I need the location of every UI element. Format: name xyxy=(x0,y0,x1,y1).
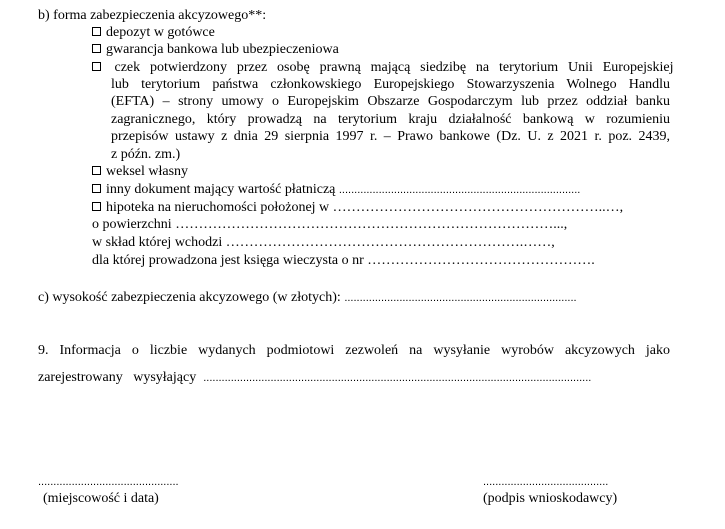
option-check-line-5: przepisów ustawy z dnia 29 sierpnia 1997 r. – Prawo bankowe (Dz. U. z 2021 r. poz. 2439, xyxy=(111,129,670,144)
signature-left-fill[interactable]: .............................................. xyxy=(38,476,179,488)
composition-row xyxy=(92,234,555,251)
composition-label: w skład której wchodzi xyxy=(92,235,223,250)
section-c-row xyxy=(38,289,577,307)
option-promissory-note-label: weksel własny xyxy=(106,164,189,179)
checkbox-other-document[interactable] xyxy=(92,184,101,193)
section-b-title: b) forma zabezpieczenia akcyzowego**: xyxy=(38,8,267,23)
option-check-line-4: zagranicznego, który prowadzą na terytorium kraju działalność bankową w rozumieniu xyxy=(111,112,670,127)
checkbox-check[interactable] xyxy=(92,62,101,71)
option-other-document[interactable] xyxy=(92,181,580,199)
section-c-fill[interactable]: ............................................................................ xyxy=(344,292,577,304)
composition-fill[interactable]: ……………………………………………………….……, xyxy=(225,235,555,250)
option-check[interactable] xyxy=(92,59,674,76)
option-deposit-label: depozyt w gotówce xyxy=(106,25,215,40)
option-promissory-note[interactable] xyxy=(92,163,188,180)
checkbox-deposit[interactable] xyxy=(92,27,101,36)
area-label: o powierzchni xyxy=(92,217,172,232)
option-mortgage[interactable] xyxy=(92,199,623,216)
option-check-line-2: lub terytorium państwa członkowskiego Europejskiego Stowarzyszenia Wolnego Handlu xyxy=(111,77,670,92)
signature-right-label: (podpis wnioskodawcy) xyxy=(483,491,618,506)
area-fill[interactable]: ………………………………………………………………………..., xyxy=(175,217,568,232)
section-c-label: c) wysokość zabezpieczenia akcyzowego (w złotych): xyxy=(38,290,341,305)
section-9-line-1: 9. Informacja o liczbie wydanych podmiotowi zezwoleń na wysyłanie wyrobów akcyzowych jako xyxy=(38,343,670,358)
option-check-line-3: (EFTA) – strony umowy o Europejskim Obszarze Gospodarczym lub przez oddział banku xyxy=(111,94,670,109)
checkbox-guarantee[interactable] xyxy=(92,44,101,53)
option-check-line-1: czek potwierdzony przez osobę prawną mającą siedzibę na terytorium Unii Europejskiej xyxy=(114,60,674,75)
checkbox-mortgage[interactable] xyxy=(92,202,101,211)
option-other-document-label: inny dokument mający wartość płatniczą xyxy=(106,182,336,197)
mortgage-fill[interactable]: …………………………………………………..…, xyxy=(332,200,624,215)
area-row xyxy=(92,216,567,233)
other-document-fill[interactable]: ............................................................................... xyxy=(338,184,581,196)
section-9-row-2 xyxy=(38,369,591,387)
option-mortgage-label: hipoteka na nieruchomości położonej w xyxy=(106,200,330,215)
option-check-line-6: z późn. zm.) xyxy=(111,147,181,162)
register-label: dla której prowadzona jest księga wieczysta o nr xyxy=(92,253,364,268)
section-9-fill[interactable]: ............................................................................................................................... xyxy=(203,372,592,384)
register-fill[interactable]: …………………………………………. xyxy=(367,253,595,268)
option-deposit[interactable] xyxy=(92,24,215,41)
signature-right-fill[interactable]: ......................................... xyxy=(483,476,609,488)
signature-left-label: (miejscowość i data) xyxy=(43,491,159,506)
option-guarantee[interactable] xyxy=(92,41,339,58)
option-guarantee-label: gwarancja bankowa lub ubezpieczeniowa xyxy=(106,42,339,57)
register-row xyxy=(92,252,595,269)
checkbox-promissory-note[interactable] xyxy=(92,166,101,175)
section-9-line-2-label: zarejestrowany wysyłający xyxy=(38,370,197,385)
